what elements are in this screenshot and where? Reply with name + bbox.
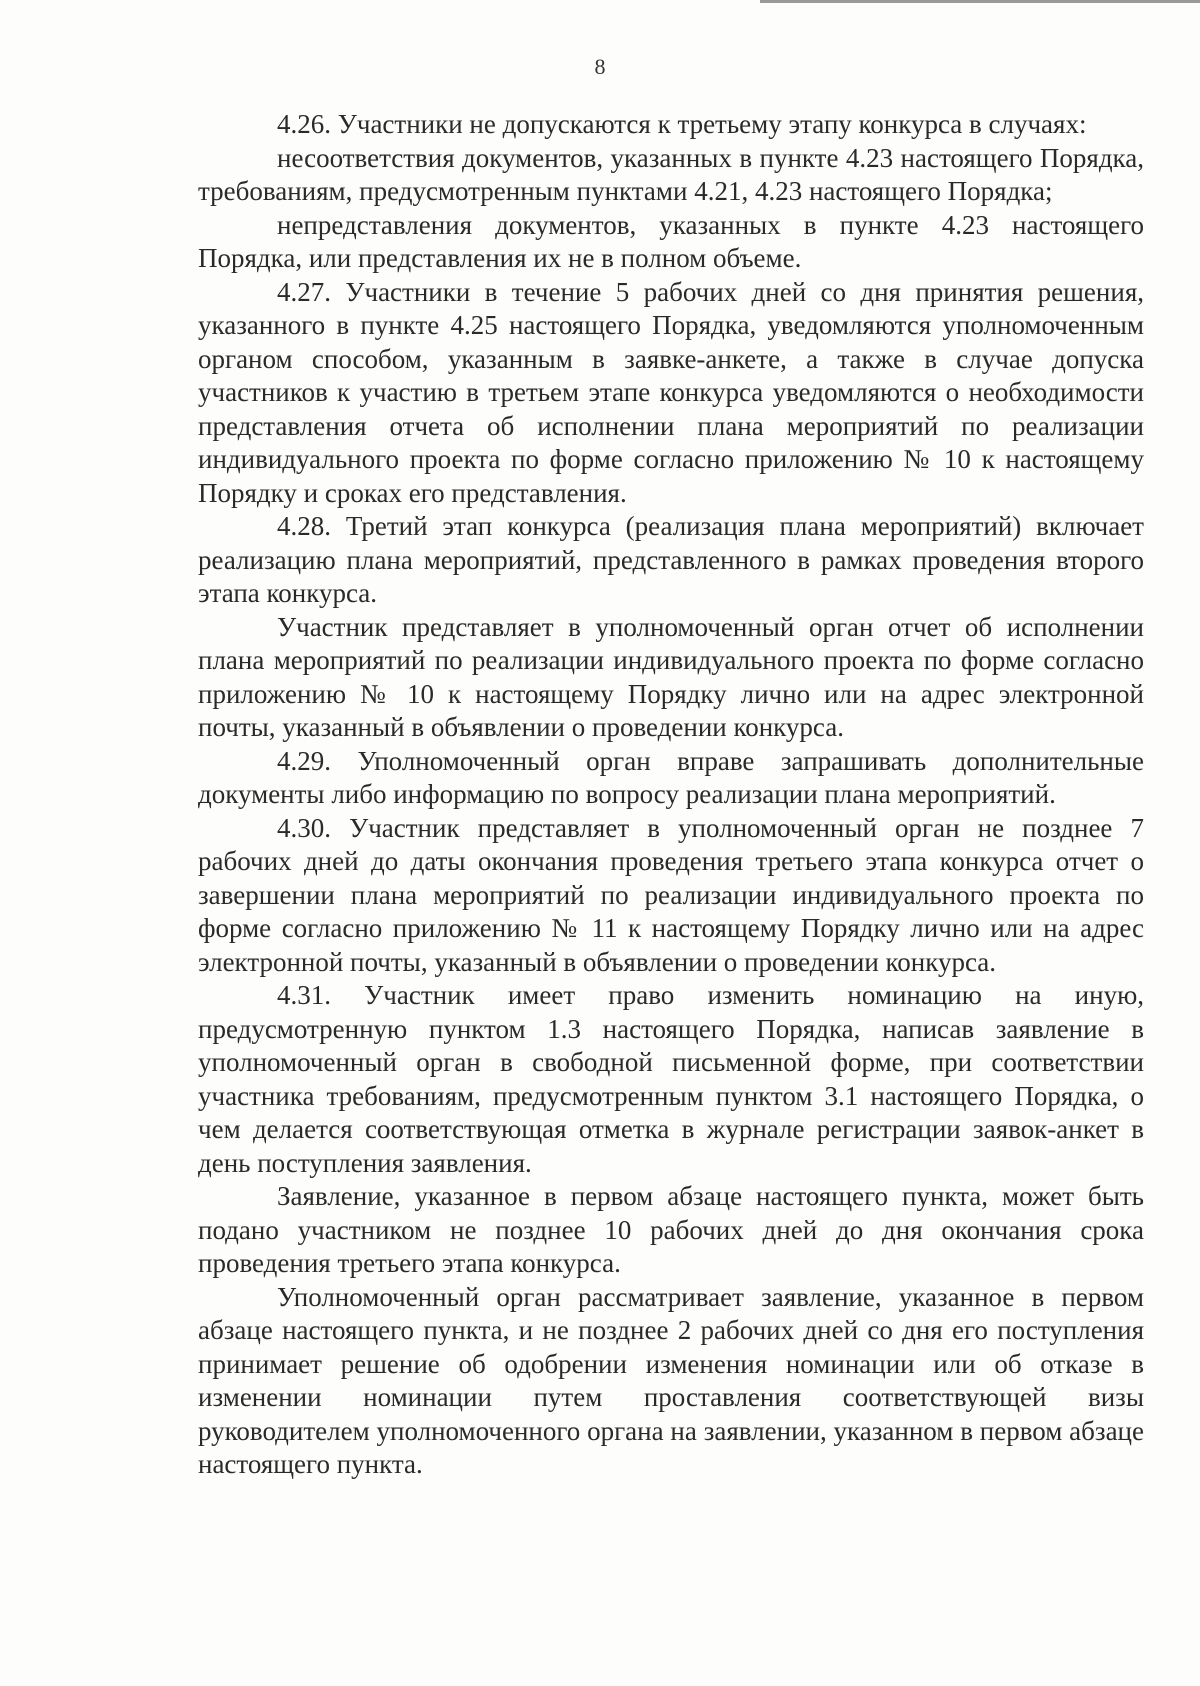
page-number: 8 <box>594 54 606 79</box>
paragraph-4-31-second: Заявление, указанное в первом абзаце настоящего пункта, может быть подано участником не позднее 10 рабочих дней до дня окончания срока проведения третьего этапа конкурса. <box>198 1181 1144 1278</box>
paragraph-4-27: 4.27. Участники в течение 5 рабочих дней со дня принятия решения, указанного в пункте 4.25 настоящего Порядка, уведомляются уполномоченным органом способом, указанным в заявке-анкете, а также в случае допуска участников к участию в третьем этапе конкурса уведомляются о необходимости представления отчета об исполнении плана мероприятий по реализации индивидуального проекта по форме согласно приложению № 10 к настоящему Порядку и сроках его представления. <box>198 276 1144 508</box>
paragraph-4-30: 4.30. Участник представляет в уполномоченный орган не позднее 7 рабочих дней до даты окончания проведения третьего этапа конкурса отчет о завершении плана мероприятий по реализации индивидуального проекта по форме согласно приложению № 11 к настоящему Порядку лично или на адрес электронной почты, указанный в объявлении о проведении конкурса. <box>198 812 1144 977</box>
paragraph-4-31-third: Уполномоченный орган рассматривает заявление, указанное в первом абзаце настоящего пункта, и не позднее 2 рабочих дней со дня его поступления принимает решение об одобрении изменения номинации или об отказе в изменении номинации путем проставления соответствующей визы руководителем уполномоченного органа на заявлении, указанном в первом абзаце настоящего пункта. <box>198 1281 1144 1479</box>
document-body <box>198 108 1144 1482</box>
scan-edge-line <box>760 0 1200 3</box>
paragraph-4-26: 4.26. Участники не допускаются к третьему этапу конкурса в случаях: <box>277 109 1087 139</box>
paragraph-4-29: 4.29. Уполномоченный орган вправе запрашивать дополнительные документы либо информацию по вопросу реализации плана мероприятий. <box>198 745 1144 809</box>
paragraph-4-28-continued: Участник представляет в уполномоченный орган отчет об исполнении плана мероприятий по реализации индивидуального проекта по форме согласно приложению № 10 к настоящему Порядку лично или на адрес электронной почты, указанный в объявлении о проведении конкурса. <box>198 611 1144 742</box>
paragraph-4-28: 4.28. Третий этап конкурса (реализация плана мероприятий) включает реализацию плана мероприятий, представленного в рамках проведения второго этапа конкурса. <box>198 511 1144 608</box>
paragraph-4-26-item-1: несоответствия документов, указанных в пункте 4.23 настоящего Порядка, требованиям, предусмотренным пунктами 4.21, 4.23 настоящего Порядка; <box>198 142 1144 206</box>
paragraph-4-26-item-2: непредставления документов, указанных в пункте 4.23 настоящего Порядка, или представления их не в полном объеме. <box>198 209 1144 273</box>
paragraph-4-31: 4.31. Участник имеет право изменить номинацию на иную, предусмотренную пунктом 1.3 настоящего Порядка, написав заявление в уполномоченный орган в свободной письменной форме, при соответствии участника требованиям, предусмотренным пунктом 3.1 настоящего Порядка, о чем делается соответствующая отметка в журнале регистрации заявок-анкет в день поступления заявления. <box>198 980 1144 1178</box>
